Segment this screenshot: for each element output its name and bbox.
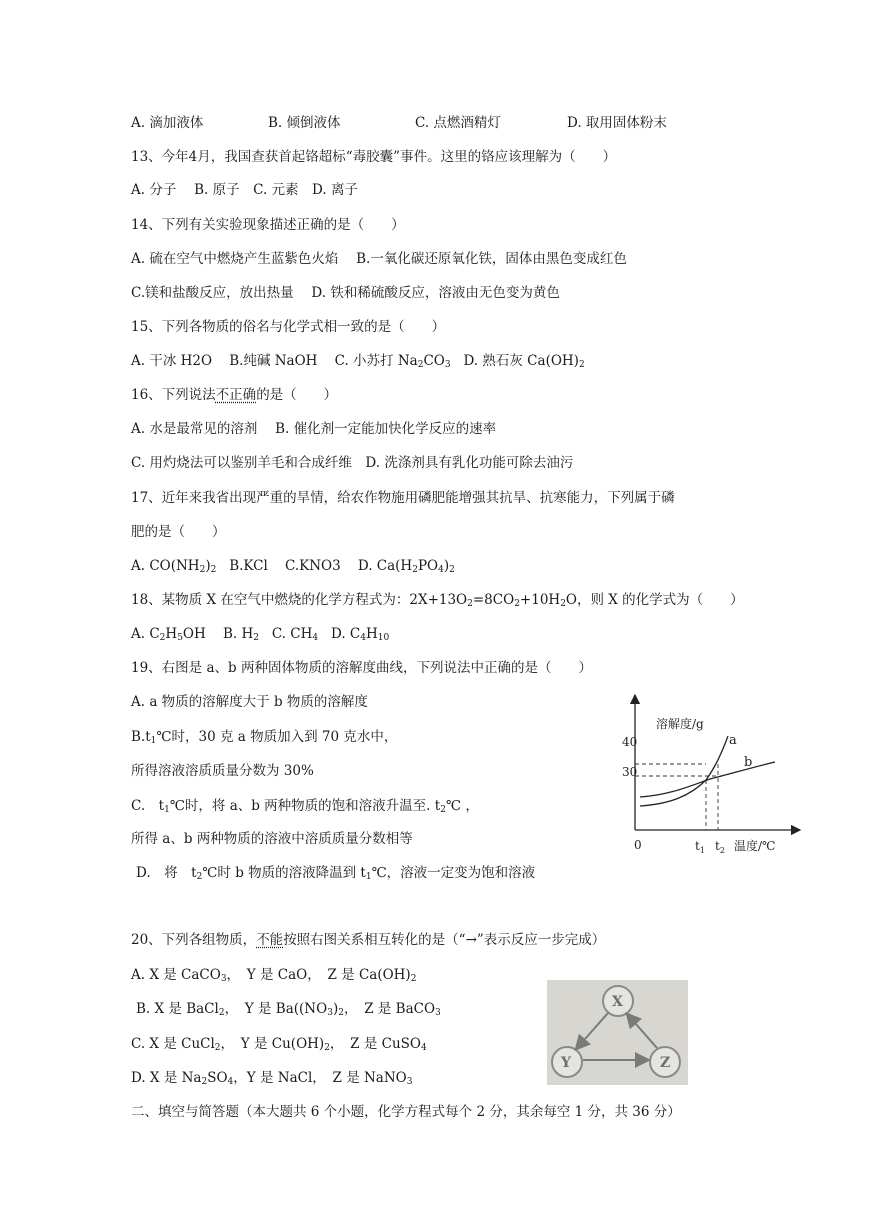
q18-option-b: B. $H_2$: [222, 626, 259, 643]
cycle-diagram: [547, 980, 688, 1085]
q18-options: [131, 624, 389, 648]
chart-t1-label: $t_1$: [695, 839, 705, 855]
q20-option-b: B. X 是 BaCl$_2$， Y 是 $Ba((NO_3)_2$， Z 是 BaCO$_3$: [136, 1001, 441, 1018]
q17-option-b: B.KCl: [229, 558, 268, 574]
curve-a-label: a: [729, 733, 737, 748]
q15-option-c: C. 小苏打 $Na_2CO_3$: [334, 353, 451, 370]
chart-tick-40: 40: [622, 735, 638, 749]
q19-option-b-2: 所得溶液溶质质量分数为 30%: [131, 763, 314, 779]
chart-x-label: 温度/℃: [734, 839, 776, 853]
solubility-chart: [610, 690, 810, 865]
q15-options: [131, 351, 585, 375]
arrow-z-to-x: [628, 1015, 657, 1048]
q17-option-c: C.KNO3: [284, 558, 341, 574]
q20-option-d: D. X 是 $Na_2SO_4$，Y 是 NaCl， Z 是 NaNO$_3$: [131, 1070, 413, 1087]
curve-b-label: b: [744, 755, 753, 770]
q13-options: A. 分子 B. 原子 C. 元素 D. 离子: [131, 182, 358, 198]
chart-origin: 0: [634, 838, 642, 852]
section-2-heading: 二、填空与简答题（本大题共 6 个小题，化学方程式每个 2 分，其余每空 1 分，共 36 分）: [131, 1104, 681, 1120]
q19-option-a: A. a 物质的溶解度大于 b 物质的溶解度: [131, 694, 368, 710]
q16-options-2: C. 用灼烧法可以鉴别羊毛和合成纤维 D. 洗涤剂具有乳化功能可除去油污: [131, 455, 574, 471]
q20-emphasis: 不能: [256, 932, 284, 948]
q17-stem-1: 17、近年来我省出现严重的旱情，给农作物施用磷肥能增强其抗旱、抗寒能力，下列属于磷: [131, 490, 675, 506]
q20-stem: 20、下列各组物质，不能按照右图关系相互转化的是（“→”表示反应一步完成）: [131, 932, 606, 948]
q18-stem: 18、某物质 X 在空气中燃烧的化学方程式为：$2X+13O_2=8CO_2+10H_2O$，则 X 的化学式为（ ）: [131, 592, 744, 609]
q17-options: [131, 556, 455, 580]
q20-option-a: A. X 是 CaCO$_3$， Y 是 CaO， Z 是 $Ca(OH)_2$: [131, 967, 417, 984]
q19-option-c-1: C. $t_1℃$时，将 a、b 两种物质的饱和溶液升温至. $t_2℃$ ，: [131, 798, 479, 815]
q17-option-a: A. $CO(NH_2)_2$: [131, 558, 217, 575]
q12-option-a: A. 滴加液体: [131, 115, 204, 131]
q19-option-d: D. 将 $t_2℃$时 b 物质的溶液降温到 $t_1℃$，溶液一定变为饱和溶液: [136, 865, 536, 882]
node-x-label: X: [612, 994, 623, 1010]
q19-option-b-1: $B.t_1℃$时，30 克 a 物质加入到 70 克水中，: [131, 729, 398, 746]
curve-b: [640, 762, 775, 797]
chart-tick-30: 30: [622, 765, 638, 779]
q16-stem: 16、下列说法不正确的是（ ）: [131, 387, 338, 403]
q16-options-1: A. 水是最常见的溶剂 B. 催化剂一定能加快化学反应的速率: [131, 421, 497, 437]
chart-t2-label: $t_2$: [715, 839, 725, 855]
node-y-label: Y: [561, 1055, 571, 1071]
node-z-label: Z: [660, 1055, 671, 1071]
q15-option-b: B.纯碱 NaOH: [229, 353, 318, 369]
q17-option-d: D. $Ca(H_2PO_4)_2$: [357, 558, 455, 575]
q14-options-2: C.镁和盐酸反应，放出热量 D. 铁和稀硫酸反应，溶液由无色变为黄色: [131, 285, 560, 301]
q18-option-d: D. $C_4H_{10}$: [330, 626, 390, 643]
q15-stem: 15、下列各物质的俗名与化学式相一致的是（ ）: [131, 319, 446, 335]
q19-stem: 19、右图是 a、b 两种固体物质的溶解度曲线，下列说法中正确的是（ ）: [131, 660, 592, 676]
q14-options-1: A. 硫在空气中燃烧产生蓝紫色火焰 B.一氧化碳还原氧化铁，固体由黑色变成红色: [131, 251, 627, 267]
chart-y-label: 溶解度/g: [656, 717, 704, 731]
q18-option-a: A. $C_2H_5OH$: [131, 626, 206, 643]
q12-option-c: C. 点燃酒精灯: [415, 115, 501, 131]
q16-emphasis: 不正确: [215, 387, 257, 403]
q19-option-c-2: 所得 a、b 两种物质的溶液中溶质质量分数相等: [131, 831, 413, 847]
arrow-x-to-y: [577, 1013, 608, 1048]
q12-option-b: B. 倾倒液体: [268, 115, 341, 131]
q15-option-d: D. 熟石灰 $Ca(OH)_2$: [463, 353, 585, 370]
q17-stem-2: 肥的是（ ）: [131, 524, 226, 540]
q15-option-a: A. 干冰 H2O: [131, 353, 213, 369]
q12-option-d: D. 取用固体粉末: [567, 115, 667, 131]
q18-option-c: C. $CH_4$: [271, 626, 319, 643]
cycle-diagram-photo: [547, 980, 688, 1085]
q14-stem: 14、下列有关实验现象描述正确的是（ ）: [131, 217, 405, 233]
q13-stem: 13、今年4月，我国查获首起铬超标“毒胶囊”事件。这里的铬应该理解为（ ）: [131, 149, 617, 165]
q20-option-c: C. X 是 CuCl$_2$， Y 是 $Cu(OH)_2$， Z 是 CuSO$_4$: [131, 1036, 427, 1053]
